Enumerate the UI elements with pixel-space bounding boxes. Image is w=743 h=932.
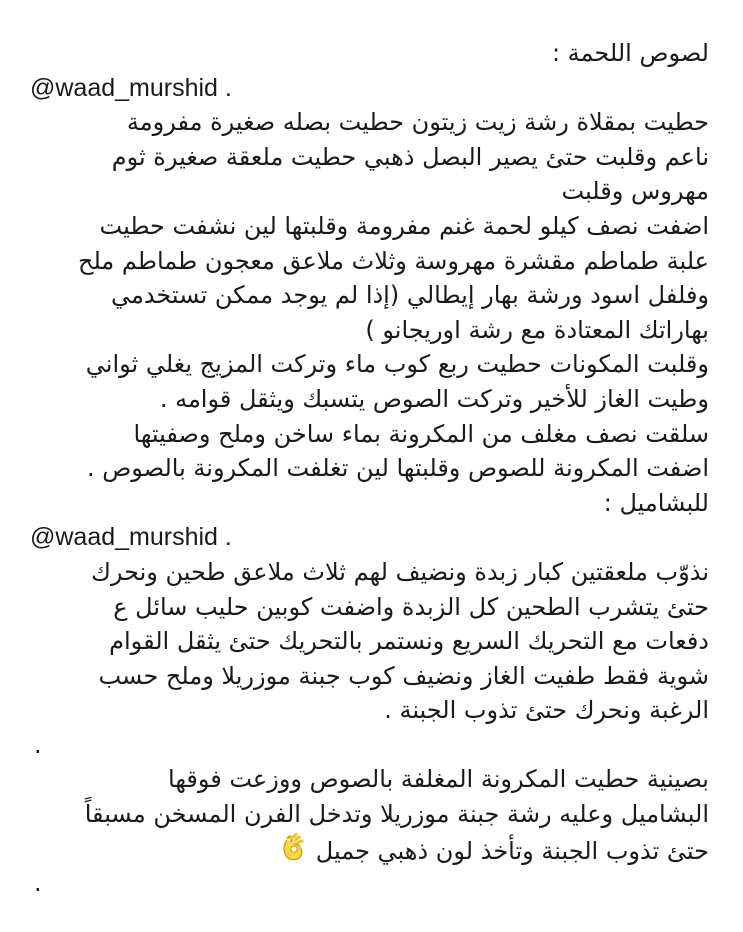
bechamel-instructions bbox=[30, 555, 709, 728]
separator-dot: . bbox=[34, 730, 42, 759]
assembly-instructions bbox=[30, 762, 709, 866]
sauce-heading: لصوص اللحمة : bbox=[551, 39, 709, 67]
text-line: اضفت نصف كيلو لحمة غنم مفرومة وقلبتها لين نشفت حطيت bbox=[99, 211, 709, 240]
text-line: علبة طماطم مقشرة مهروسة وثلاث ملاعق معجون طماطم ملح bbox=[77, 246, 709, 275]
text-line: البشاميل وعليه رشة جبنة موزريلا وتدخل الفرن المسخن مسبقاً bbox=[84, 800, 709, 829]
text-line-with-emoji bbox=[30, 832, 709, 867]
author-handle[interactable]: @waad_murshid . bbox=[30, 523, 232, 552]
text-line: حتئ يتشرب الطحين كل الزبدة واضفت كوبين حليب سائل ع bbox=[113, 592, 709, 621]
text-line: سلقت نصف مغلف من المكرونة بماء ساخن وملح وصفيتها bbox=[133, 419, 709, 448]
text-line: حطيت بمقلاة رشة زيت زيتون حطيت بصله صغيرة مفرومة bbox=[126, 108, 709, 137]
author-handle[interactable]: @waad_murshid . bbox=[30, 73, 232, 102]
separator-dot: . bbox=[34, 869, 42, 898]
text-line: شوية فقط طفيت الغاز ونضيف كوب جبنة موزريلا وملح حسب bbox=[98, 661, 709, 690]
text-line: وقلبت المكونات حطيت ربع كوب ماء وتركت المزيج يغلي ثواني bbox=[85, 350, 709, 379]
text-line: بصينية حطيت المكرونة المغلفة بالصوص ووزعت فوقها bbox=[168, 765, 709, 794]
text-line: الرغبة ونحرك حتئ تذوب الجبنة . bbox=[384, 696, 709, 725]
text-line: مهروس وقلبت bbox=[561, 177, 709, 206]
text-line: دفعات مع التحريك السريع ونستمر بالتحريك حتئ يثقل القوام bbox=[109, 627, 709, 656]
text-line: ناعم وقلبت حتئ يصير البصل ذهبي حطيت ملعقة صغيرة ثوم bbox=[111, 142, 709, 171]
text-line: نذوّب ملعقتين كبار زبدة ونضيف لهم ثلاث ملاعق طحين ونحرك bbox=[91, 557, 709, 586]
ok-hand-icon bbox=[278, 832, 308, 872]
text-line: وطيت الغاز للأخير وتركت الصوص يتسبك ويثقل قوامه . bbox=[159, 384, 709, 413]
text-line: اضفت المكرونة للصوص وقلبتها لين تغلفت المكرونة بالصوص . bbox=[86, 454, 709, 483]
sauce-instructions bbox=[30, 105, 709, 486]
text-line: بهاراتك المعتادة مع رشة اوريجانو ) bbox=[365, 315, 709, 344]
text-line: وفلفل اسود ورشة بهار إيطالي (إذا لم يوجد ممكن تستخدمي bbox=[110, 281, 709, 310]
bechamel-heading: للبشاميل : bbox=[603, 488, 709, 517]
text-line: حتئ تذوب الجبنة وتأخذ لون ذهبي جميل bbox=[315, 836, 709, 865]
